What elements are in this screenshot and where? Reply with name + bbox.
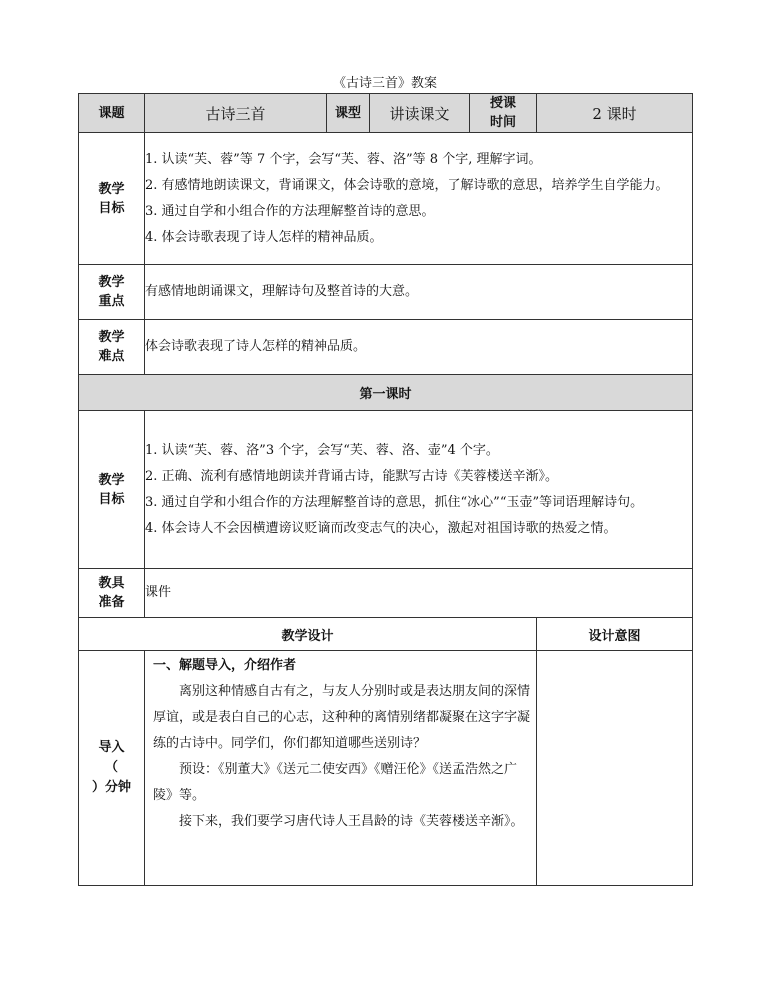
difficulties-row [79, 320, 693, 375]
tools-row [79, 569, 693, 618]
tools-label-line2: 准备 [98, 595, 125, 610]
intro-section-title: 一、解题导入，介绍作者 [153, 658, 297, 673]
goal-item: 4. 体会诗歌表现了诗人怎样的精神品质。 [145, 229, 383, 245]
difficulties-label-line1: 教学 [98, 330, 125, 345]
goals-label-line1: 教学 [98, 181, 125, 197]
tools-label [79, 569, 145, 618]
goal-item: 1. 认读“芙、蓉”等 7 个字，会写“芙、蓉、洛”等 8 个字, 理解字词。 [145, 151, 542, 167]
lesson1-goal-item: 3. 通过自学和小组合作的方法理解整首诗的意思，抓住“冰心”“玉壶”等词语理解诗句。 [145, 494, 644, 510]
time-label-line1: 授课 [489, 96, 516, 111]
intro-label-line3: ）分钟 [91, 780, 131, 795]
type-value: 讲读课文 [370, 94, 470, 133]
key-points-label [79, 265, 145, 320]
type-label: 课型 [327, 94, 370, 133]
time-label-line2: 时间 [489, 115, 516, 130]
lesson-plan-table [78, 93, 693, 886]
intro-label [79, 651, 145, 886]
intro-label-line1: 导入 [98, 740, 125, 755]
key-points-row [79, 265, 693, 320]
lesson1-goal-item: 1. 认读“芙、蓉、洛”3 个字，会写“芙、蓉、洛、壶”4 个字。 [145, 442, 499, 458]
difficulties-label [79, 320, 145, 375]
lesson1-goal-item: 2. 正确、流利有感情地朗读并背诵古诗，能默写古诗《芙蓉楼送辛渐》。 [145, 468, 559, 484]
intro-paragraph: 预设：《别董大》《送元二使安西》《赠汪伦》《送孟浩然之广陵》等。 [153, 762, 518, 803]
tools-label-line1: 教具 [98, 576, 125, 591]
difficulties-text: 体会诗歌表现了诗人怎样的精神品质。 [145, 320, 693, 375]
intro-intent [537, 651, 693, 886]
intro-row [79, 651, 693, 886]
goals-content [145, 133, 693, 265]
topic-label: 课题 [79, 94, 145, 133]
key-points-label-line2: 重点 [98, 294, 125, 309]
lesson1-goal-item: 4. 体会诗人不会因横遭谤议贬谪而改变志气的决心，激起对祖国诗歌的热爱之情。 [145, 520, 617, 536]
intro-paragraph: 接下来，我们要学习唐代诗人王昌龄的诗《芙蓉楼送辛渐》。 [179, 814, 524, 829]
lesson1-heading: 第一课时 [79, 375, 693, 411]
time-value: 2 课时 [537, 94, 693, 133]
design-header: 教学设计 [79, 618, 537, 651]
lesson1-goals-label-line1: 教学 [98, 472, 125, 488]
key-points-text: 有感情地朗诵课文，理解诗句及整首诗的大意。 [145, 265, 693, 320]
intro-paragraph: 离别这种情感自古有之，与友人分别时或是表达朋友间的深情厚谊，或是表白自己的心志，这种种的离情别绪都凝聚在这字字凝练的古诗中。同学们，你们都知道哪些送别诗？ [153, 684, 531, 751]
lesson1-goals-label [79, 411, 145, 569]
intro-label-line2: （ [104, 760, 118, 775]
lesson1-goals-content [145, 411, 693, 569]
header-row [79, 94, 693, 133]
goal-item: 2. 有感情地朗读课文，背诵课文，体会诗歌的意境，了解诗歌的意思，培养学生自学能力。 [145, 177, 669, 193]
goals-label [79, 133, 145, 265]
topic-value: 古诗三首 [145, 94, 327, 133]
intro-content [145, 651, 537, 886]
lesson1-goals-label-line2: 目标 [98, 491, 125, 507]
goal-item: 3. 通过自学和小组合作的方法理解整首诗的意思。 [145, 203, 435, 219]
lesson1-goals-row [79, 411, 693, 569]
goals-row [79, 133, 693, 265]
design-header-row [79, 618, 693, 651]
page-title: 《古诗三首》教案 [332, 76, 437, 91]
tools-value: 课件 [145, 569, 693, 618]
intent-header: 设计意图 [537, 618, 693, 651]
key-points-label-line1: 教学 [98, 275, 125, 290]
time-label [470, 94, 537, 133]
difficulties-label-line2: 难点 [98, 349, 125, 364]
lesson1-heading-row [79, 375, 693, 411]
goals-label-line2: 目标 [98, 200, 125, 216]
